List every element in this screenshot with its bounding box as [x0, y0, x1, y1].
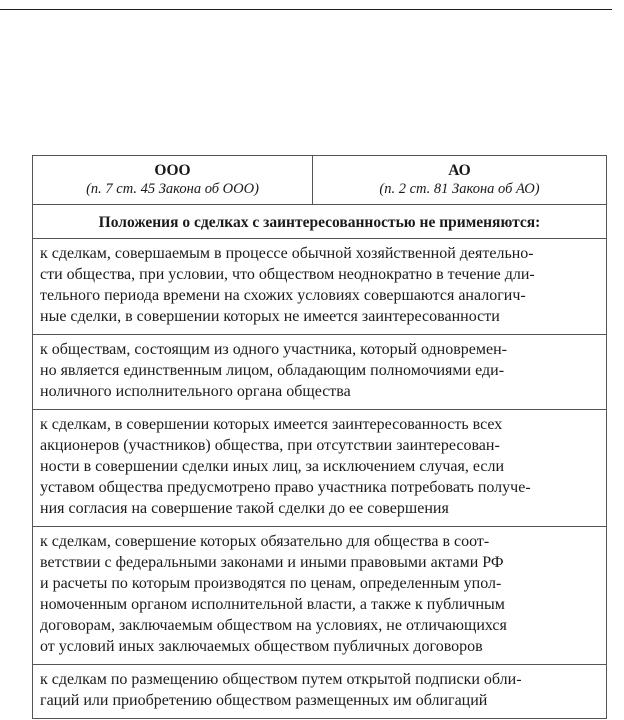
- table-cell-row-1: [33, 239, 607, 335]
- section-heading-row: [33, 205, 607, 239]
- text-line: уставом общества предусмотрено право участника потребовать получе-: [40, 479, 531, 496]
- table-row: [33, 335, 607, 410]
- header-ref-ao: (п. 2 ст. 81 Закона об АО): [379, 181, 540, 197]
- text-line: номоченным органом исполнительной власти, а также к публичным: [40, 596, 505, 613]
- header-title-ooo: ООО: [154, 162, 191, 179]
- table-cell-row-4: [33, 527, 607, 665]
- text-line: но является единственным лицом, обладающим полномочиями еди-: [40, 362, 505, 379]
- text-line: сти общества, при условии, что обществом неоднократно в течение дли-: [40, 266, 535, 283]
- section-heading: Положения о сделках с заинтересованностью не применяются:: [33, 205, 607, 239]
- header-ref-ooo: (п. 7 ст. 45 Закона об ООО): [86, 181, 259, 197]
- header-title-ao: АО: [448, 162, 471, 179]
- text-line: ности в совершении сделки иных лиц, за исключением случая, если: [40, 458, 505, 475]
- text-line: ветствии с федеральными законами и иными правовыми актами РФ: [40, 554, 504, 571]
- text-line: от условий иных заключаемых обществом публичных договоров: [40, 638, 483, 655]
- text-line: к сделкам, в совершении которых имеется заинтересованность всех: [40, 416, 503, 433]
- text-line: тельного периода времени на схожих условиях совершаются аналогич-: [40, 287, 526, 304]
- table-row: [33, 239, 607, 335]
- text-line: договорам, заключаемым обществом на условиях, не отличающихся: [40, 617, 507, 634]
- table-row: [33, 410, 607, 527]
- top-rule: [0, 9, 612, 10]
- table-header-row: [33, 156, 607, 205]
- header-cell-ao: [313, 156, 607, 205]
- table-cell-row-2: [33, 335, 607, 410]
- text-line: и расчеты по которым производятся по ценам, определенным упол-: [40, 575, 502, 592]
- text-line: к сделкам, совершение которых обязательно для общества в соот-: [40, 533, 490, 550]
- text-line: гаций или приобретению обществом размещенных им облигаций: [40, 692, 488, 709]
- text-line: ноличного исполнительного органа общества: [40, 383, 351, 400]
- table-cell-row-5: [33, 665, 607, 719]
- text-line: ные сделки, в совершении которых не имеется заинтересованности: [40, 308, 500, 325]
- text-line: к обществам, состоящим из одного участника, который одновремен-: [40, 341, 507, 358]
- table-cell-row-3: [33, 410, 607, 527]
- text-line: к сделкам по размещению обществом путем открытой подписки обли-: [40, 671, 522, 688]
- text-line: к сделкам, совершаемым в процессе обычной хозяйственной деятельно-: [40, 245, 534, 262]
- table-row: [33, 527, 607, 665]
- comparison-table: [32, 155, 607, 719]
- table-row: [33, 665, 607, 719]
- header-cell-ooo: [33, 156, 313, 205]
- text-line: ния согласия на совершение такой сделки до ее совершения: [40, 500, 449, 517]
- text-line: акционеров (участников) общества, при отсутствии заинтересован-: [40, 437, 500, 454]
